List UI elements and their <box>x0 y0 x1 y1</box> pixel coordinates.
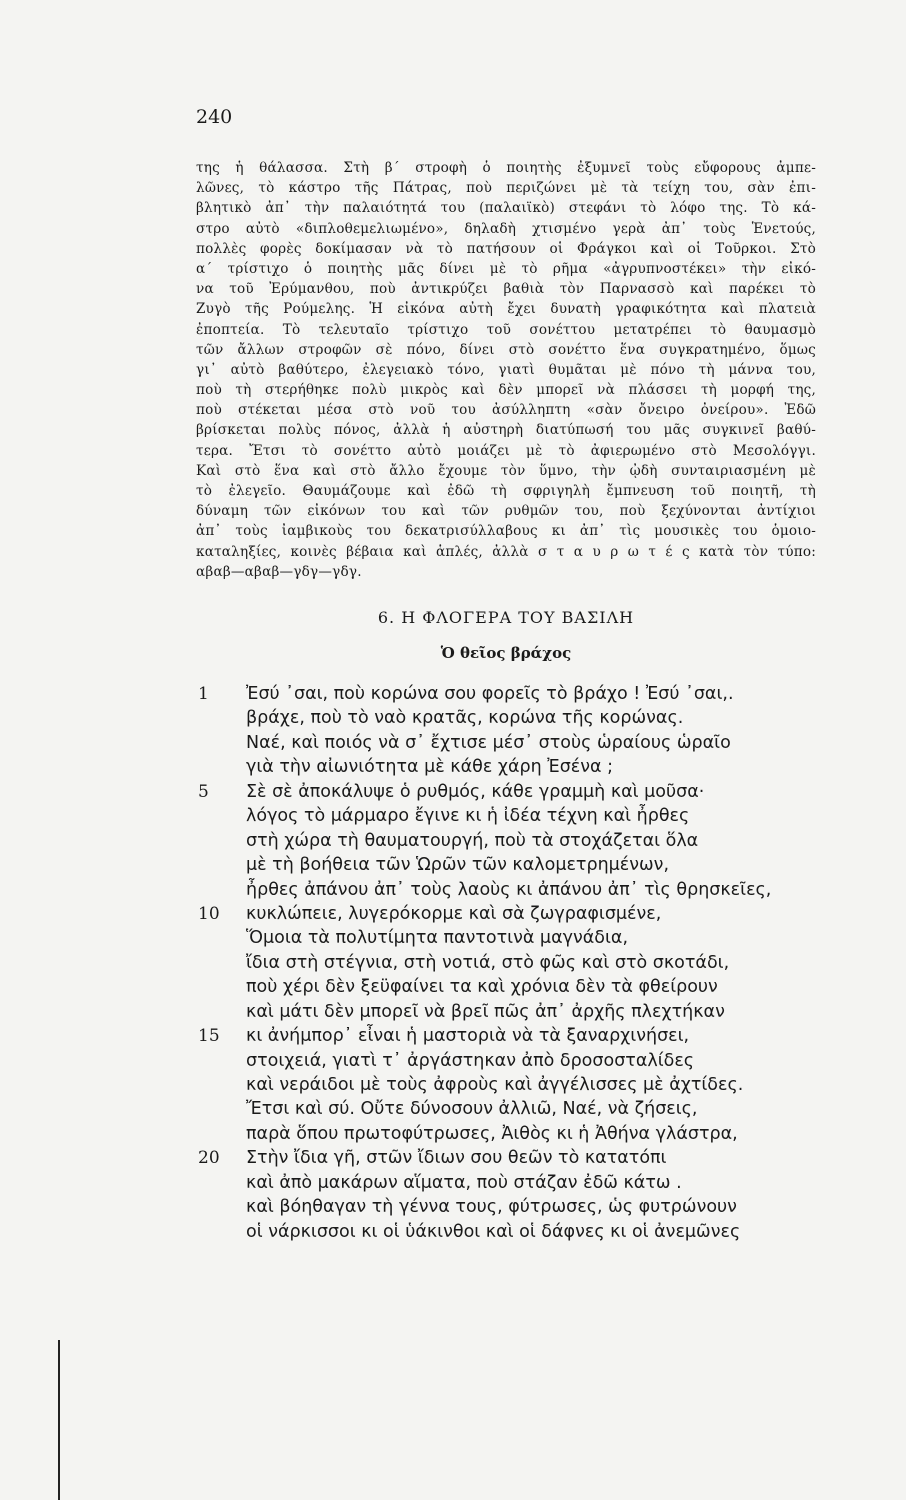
poem-line <box>196 951 836 975</box>
poem-line-text: κυκλώπειε, λυγερόκορμε καὶ σὰ ζωγραφισμένε, <box>246 903 662 924</box>
poem-line-text: λόγος τὸ μάρμαρο ἔγινε κι ἡ ἰδέα τέχνη καὶ ἦρθες <box>246 806 690 827</box>
poem-line-text: βράχε, ποὺ τὸ ναὸ κρατᾶς, κορώνα τῆς κορώνας. <box>246 708 684 729</box>
text-line: ποὺ τὴ στερήθηκε πολὺ μικρὸς καὶ δὲν μπορεῖ νὰ πλάσσει τὴ μορφή της, <box>196 382 816 399</box>
text-line: βρίσκεται πολὺς πόνος, ἀλλὰ ἡ αὐστηρὴ διατύπωσή του μᾶς συγκινεῖ βαθύ- <box>196 422 816 439</box>
poem-line <box>196 731 836 755</box>
poem-line-text: Ἔτσι καὶ σύ. Οὔτε δύνοσουν ἀλλιῶ, Ναέ, νὰ ζήσεις, <box>246 1099 698 1120</box>
poem-line-text: καὶ βόηθαγαν τὴ γέννα τους, φύτρωσες, ὡς φυτρώνουν <box>246 1197 737 1218</box>
text-line: Καὶ στὸ ἕνα καὶ στὸ ἄλλο ἔχουμε τὸν ὕμνο, τὴν ᾠδὴ συνταιριασμένη μὲ <box>196 462 816 479</box>
poem-line-text: καὶ νεράιδοι μὲ τοὺς ἀφροὺς καὶ ἀγγέλισσες μὲ ἀχτίδες. <box>246 1075 744 1095</box>
line-number: 15 <box>198 1026 220 1047</box>
text-line: καταληξίες, κοινὲς βέβαια καὶ ἁπλές, ἀλλὰ σ τ α υ ρ ω τ έ ς κατὰ τὸν τύπο: <box>196 543 816 560</box>
text-line: δύναμη τῶν εἰκόνων του καὶ τῶν ρυθμῶν του, ποὺ ξεχύνονται ἀντίχιοι <box>196 503 816 520</box>
poem-line-text: Ὅμοια τὰ πολυτίμητα παντοτινὰ μαγνάδια, <box>246 928 629 949</box>
poem-line-text: ἴδια στὴ στέγνια, στὴ νοτιά, στὸ φῶς καὶ στὸ σκοτάδι, <box>246 952 730 973</box>
poem-line <box>196 1073 836 1097</box>
text-line: τῶν ἄλλων στροφῶν σὲ πόνο, δίνει στὸ σονέττο ἕνα συγκρατημένο, ὅμως <box>196 341 816 358</box>
poem-line <box>196 1049 836 1073</box>
poem-line-text: καὶ ἀπὸ μακάρων αἵματα, ποὺ στάζαν ἐδῶ κάτω . <box>246 1172 682 1193</box>
text-line: βλητικὸ ἀπ᾿ τὴν παλαιότητά του (παλαιϊκὸ) στεφάνι τὸ λόφο της. Τὸ κά- <box>196 200 816 217</box>
poem-line-text: Ἐσύ ᾿σαι, ποὺ κορώνα σου φορεῖς τὸ βράχο ! Ἐσύ ᾿σαι,. <box>246 684 734 704</box>
text-line: στρο αὐτὸ «διπλοθεμελιωμένο», δηλαδὴ χτισμένο γερὰ ἀπ᾿ τοὺς Ἑνετούς, <box>196 220 816 237</box>
poem-line <box>196 829 836 853</box>
poem-line-text: παρὰ ὅπου πρωτοφύτρωσες, Ἀιθὸς κι ἡ Ἀθήνα γλάστρα, <box>246 1123 738 1144</box>
poem-line-text: στοιχειά, γιατὶ τ᾿ ἀργάστηκαν ἀπὸ δροσοσταλίδες <box>246 1050 695 1071</box>
text-line: α΄ τρίστιχο ὁ ποιητὴς μᾶς δίνει μὲ τὸ ρῆμα «ἀγρυπνοστέκει» τὴν εἰκό- <box>196 260 816 277</box>
text-line: λῶνες, τὸ κάστρο τῆς Πάτρας, ποὺ περιζώνει μὲ τὰ τείχη του, σὰν ἐπι- <box>196 180 816 197</box>
poem-line <box>196 1000 836 1024</box>
poem-line-text: ποὺ χέρι δὲν ξεϋφαίνει τα καὶ χρόνια δὲν τὰ φθείρουν <box>246 977 718 998</box>
poem-line <box>196 706 836 730</box>
poem-line <box>196 902 836 926</box>
text-line: τερα. Ἔτσι τὸ σονέττο αὐτὸ μοιάζει μὲ τὸ ἀφιερωμένο στὸ Μεσολόγγι. <box>196 442 816 459</box>
poem-title: Ὁ θεῖος βράχος <box>440 644 572 662</box>
poem-line <box>196 1195 836 1219</box>
poem-line <box>196 853 836 877</box>
poem <box>196 682 836 1244</box>
poem-line <box>196 1146 836 1170</box>
poem-line <box>196 1097 836 1121</box>
line-number: 10 <box>198 903 220 924</box>
poem-line <box>196 878 836 902</box>
text-line: της ἡ θάλασσα. Στὴ β΄ στροφὴ ὁ ποιητὴς ἐξυμνεῖ τοὺς εὔφορους ἀμπε- <box>196 160 816 176</box>
commentary-text <box>196 158 816 582</box>
margin-line <box>58 1340 60 1500</box>
line-number: 5 <box>198 781 209 802</box>
poem-line-text: Σὲ σὲ ἀποκάλυψε ὁ ρυθμός, κάθε γραμμὴ καὶ μοῦσα· <box>246 781 705 802</box>
poem-line-text: οἱ νάρκισσοι κι οἱ ὑάκινθοι καὶ οἱ δάφνες κι οἱ ἀνεμῶνες <box>246 1221 741 1242</box>
poem-line-text: κι ἀνήμπορ᾿ εἶναι ἡ μαστοριὰ νὰ τὰ ξαναρχινήσει, <box>246 1026 690 1047</box>
poem-line-text: Στὴν ἴδια γῆ, στῶν ἴδιων σου θεῶν τὸ κατατόπι <box>246 1148 667 1169</box>
text-line: ἀπ᾿ τοὺς ἰαμβικοὺς του δεκατρισύλλαβους κι ἀπ᾿ τὶς μουσικὲς του ὁμοιο- <box>196 523 816 540</box>
poem-line-text: Ναέ, καὶ ποιός νὰ σ᾿ ἔχτισε μέσ᾿ στοὺς ὡραίους ὡραῖο <box>246 732 731 753</box>
poem-line-text: μὲ τὴ βοήθεια τῶν Ὡρῶν τῶν καλομετρημένων, <box>246 855 670 876</box>
poem-line-text: στὴ χώρα τὴ θαυματουργή, ποὺ τὰ στοχάζεται ὅλα <box>246 830 699 851</box>
poem-line <box>196 682 836 706</box>
text-line: αβαβ—αβαβ—γδγ—γδγ. <box>196 563 362 580</box>
poem-line <box>196 975 836 999</box>
text-line: τὸ ἐλεγεῖο. Θαυμάζουμε καὶ ἐδῶ τὴ σφριγηλὴ ἔμπνευση τοῦ ποιητῆ, τὴ <box>196 483 816 499</box>
text-line: να τοῦ Ἐρύμανθου, ποὺ ἀντικρύζει βαθιὰ τὸν Παρνασσὸ καὶ παρέκει τὸ <box>196 281 816 298</box>
text-line: γι᾿ αὐτὸ βαθύτερο, ἐλεγειακὸ τόνο, γιατὶ θυμᾶται μὲ πόνο τὴ μάννα του, <box>196 361 816 378</box>
poem-line <box>196 804 836 828</box>
poem-line-text: γιὰ τὴν αἰωνιότητα μὲ κάθε χάρη Ἐσένα ; <box>246 757 614 778</box>
line-number: 20 <box>198 1148 220 1169</box>
poem-line <box>196 1171 836 1195</box>
section-heading: 6. Η ΦΛΟΓΕΡΑ ΤΟΥ ΒΑΣΙΛΗ <box>377 608 635 627</box>
text-line: ποὺ στέκεται μέσα στὸ νοῦ του ἀσύλληπτη «σὰν ὄνειρο ὀνείρου». Ἐδῶ <box>196 402 816 419</box>
poem-line-text: ἦρθες ἀπάνου ἀπ᾿ τοὺς λαοὺς κι ἀπάνου ἀπ᾿ τὶς θρησκεῖες, <box>246 879 772 900</box>
text-line: πολλὲς φορὲς δοκίμασαν νὰ τὸ πατήσουν οἱ Φράγκοι καὶ οἱ Τοῦρκοι. Στὸ <box>196 240 816 257</box>
poem-line <box>196 926 836 950</box>
line-number: 1 <box>198 684 209 704</box>
text-line: Ζυγὸ τῆς Ρούμελης. Ἡ εἰκόνα αὐτὴ ἔχει δυνατὴ γραφικότητα καὶ πλατειὰ <box>196 301 816 318</box>
poem-line <box>196 1024 836 1048</box>
poem-line <box>196 755 836 779</box>
text-line: ἐποπτεία. Τὸ τελευταῖο τρίστιχο τοῦ σονέττου μετατρέπει τὸ θαυμασμὸ <box>196 321 816 338</box>
poem-line-text: καὶ μάτι δὲν μπορεῖ νὰ βρεῖ πῶς ἀπ᾿ ἀρχῆς πλεχτήκαν <box>246 1001 725 1022</box>
poem-line <box>196 1220 836 1244</box>
poem-line <box>196 1122 836 1146</box>
poem-line <box>196 780 836 804</box>
page-number: 240 <box>196 106 233 128</box>
